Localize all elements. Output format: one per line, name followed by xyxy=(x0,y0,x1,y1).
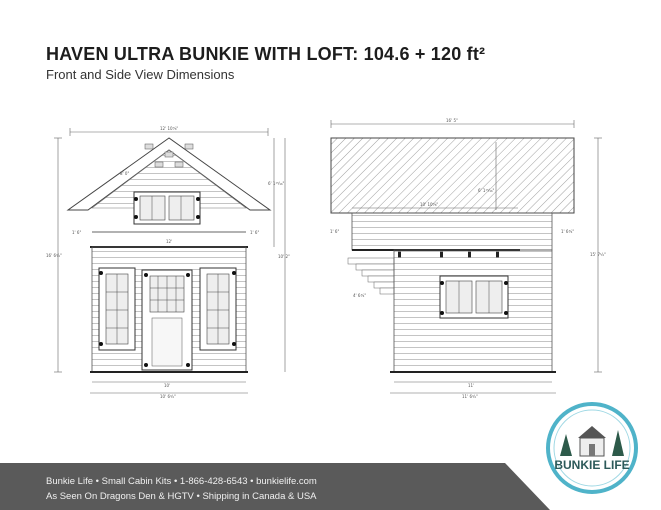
footer-contact-line: Bunkie Life • Small Cabin Kits • 1-866-428-6543 • bunkielife.com xyxy=(46,476,317,487)
side-loft-right-label: 1' 6³⁄₄" xyxy=(561,229,575,234)
front-loft-window xyxy=(134,192,200,224)
front-total-height-label: 16' 6³⁄₄" xyxy=(46,253,62,258)
page-title: HAVEN ULTRA BUNKIE WITH LOFT: 104.6 + 120 ft² xyxy=(46,44,486,64)
side-loft-left-label: 1' 6" xyxy=(330,229,340,234)
side-window xyxy=(440,276,508,318)
front-overhang-left-label: 1' 6" xyxy=(72,230,82,235)
front-gable-height-label: 6' 1¹⁵⁄₁₆" xyxy=(268,181,285,186)
side-view xyxy=(330,118,606,399)
front-loft-width-label: 12' xyxy=(166,239,173,244)
front-top-width-label: 12' 10⁷⁄₈" xyxy=(160,126,179,131)
front-wall-height-label: 10' 2" xyxy=(278,254,290,259)
front-left-window xyxy=(99,268,135,350)
side-height-dim xyxy=(590,138,606,372)
front-base-dims xyxy=(90,382,248,399)
front-overhang-right-label: 1' 6" xyxy=(250,230,260,235)
front-view xyxy=(46,126,290,399)
side-base-dims xyxy=(390,382,556,399)
side-loft-wall xyxy=(352,213,552,250)
front-right-window xyxy=(200,268,236,350)
footer-shipping-line: As Seen On Dragons Den & HGTV • Shipping in Canada & USA xyxy=(46,491,317,502)
side-roof xyxy=(331,138,574,213)
side-step-label: 4' 6³⁄₄" xyxy=(353,293,367,298)
front-roof-pitch-label: 8' 0" xyxy=(120,171,130,176)
side-roof-height-label: 6' 1¹⁵⁄₁₆" xyxy=(478,188,495,193)
side-top-width-label: 16' 5" xyxy=(446,118,458,123)
front-base-width-label: 10' xyxy=(164,383,171,388)
logo-text: BUNKIE LIFE xyxy=(554,458,630,472)
front-outer-width-label: 10' 6³⁄₄" xyxy=(160,394,176,399)
side-base-width-label: 11' xyxy=(468,383,475,388)
front-door xyxy=(142,270,192,370)
side-stepped-log-ends xyxy=(348,258,394,294)
side-total-height-label: 15' 7¹⁄₄" xyxy=(590,252,606,257)
front-top-width-dim xyxy=(70,126,268,136)
side-top-width-dim xyxy=(331,118,574,128)
side-outer-width-label: 11' 6³⁄₄" xyxy=(462,394,478,399)
bunkie-life-logo xyxy=(542,398,642,498)
side-loft-width-label: 10' 10⁵⁄₈" xyxy=(420,202,439,207)
page-subtitle: Front and Side View Dimensions xyxy=(46,67,235,82)
